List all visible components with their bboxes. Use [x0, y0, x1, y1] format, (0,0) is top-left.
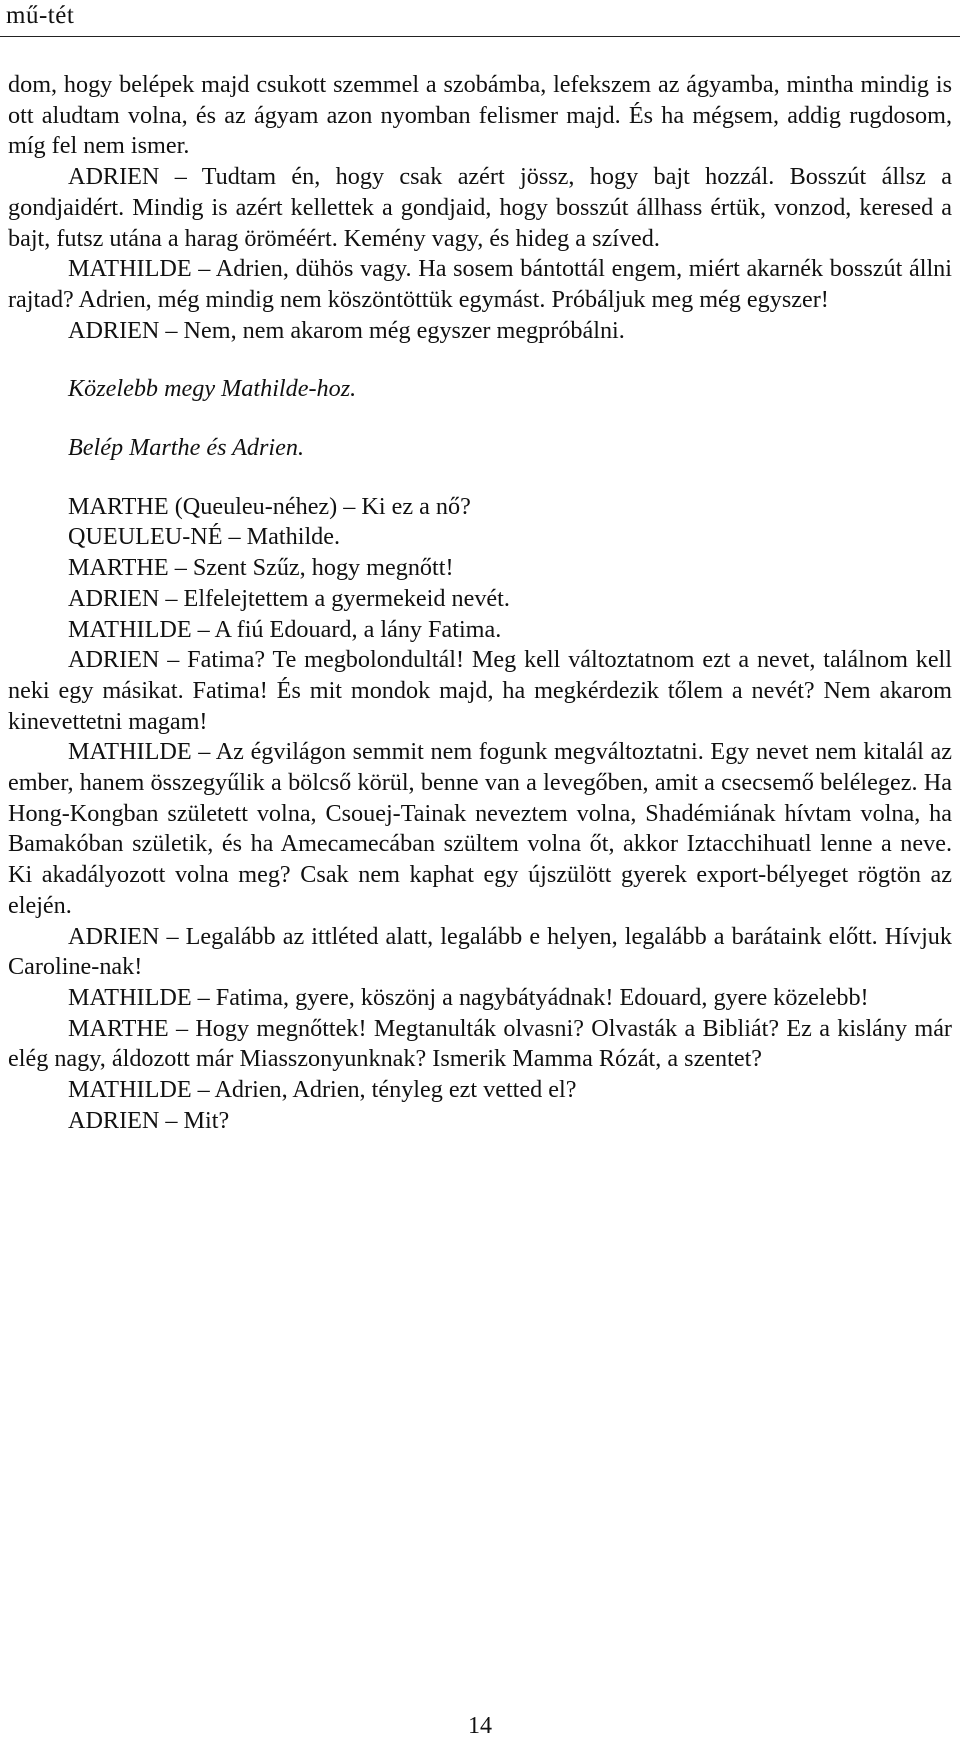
dialogue-line: MATHILDE – Adrien, dühös vagy. Ha sosem bántottál engem, miért akarnék bosszút állni rajtad? Adrien, még mindig nem köszöntöttük egymást. Próbáljuk meg még egyszer!: [8, 255, 952, 313]
spacer: [8, 464, 952, 492]
dialogue-line: ADRIEN – Tudtam én, hogy csak azért jössz, hogy bajt hozzál. Bosszút állsz a gondjaidért. Mindig is azért kellettek a gondjaid, hogy bosszút állhass értük, vonzod, keresed a bajt, futsz utána a harag öröméért. Kemény vagy, és hideg a szíved.: [8, 163, 952, 252]
journal-title: mű-tét: [6, 2, 75, 29]
dialogue-line: ADRIEN – Legalább az ittléted alatt, legalább e helyen, legalább a barátaink előtt. Hívjuk Caroline-nak!: [8, 922, 952, 981]
dialogue-line: QUEULEU-NÉ – Mathilde.: [68, 523, 341, 551]
dialogue-line: MARTHE – Hogy megnőttek! Megtanulták olvasni? Olvasták a Bibliát? Ez a kislány már elég nagy, áldozott már Miasszonyunknak? Ismerik Mamma Rózát, a szentet?: [8, 1014, 952, 1073]
dialogue-line: MATHILDE – Fatima, gyere, köszönj a nagybátyádnak! Edouard, gyere közelebb!: [68, 983, 869, 1011]
dialogue-line: ADRIEN – Nem, nem akarom még egyszer megpróbálni.: [68, 316, 625, 344]
running-header: [0, 0, 960, 37]
dialogue-line: MARTHE – Szent Szűz, hogy megnőtt!: [68, 554, 454, 582]
spacer: [8, 346, 952, 374]
spacer: [8, 405, 952, 433]
dialogue-line: ADRIEN – Elfelejtettem a gyermekeid nevét.: [68, 584, 510, 612]
page-number: 14: [468, 1713, 492, 1739]
dialogue-line: ADRIEN – Fatima? Te megbolondultál! Meg kell változtatnom ezt a nevet, találnom kell neki egy másikat. Fatima! És mit mondok majd, ha megkérdezik tőlem a nevét? Nem akarom kinevettetni magam!: [8, 646, 952, 735]
paragraph: dom, hogy belépek majd csukott szemmel a szobámba, lefekszem az ágyamba, mintha mindig is ott aludtam volna, és az ágyam azon nyomban felismer majd. És ha mégsem, addig rugdosom, míg fel nem ismer.: [8, 71, 952, 160]
dialogue-line: MATHILDE – Az égvilágon semmit nem fogunk megváltoztatni. Egy nevet nem kitalál az ember, hanem összegyűlik a bölcső körül, benne van a levegőben, amit a csecsemő belélegez. Ha Hong-Kongban született volna, Csouej-Tainak neveztem volna, Shadémiának hívtam volna, ha Bamakóban születik, és ha Amecamecában szültem volna őt, akkor Iztacchihuatl lenne a neve. Ki akadályozott volna meg? Csak nem kaphat egy újszülött gyerek export-bélyeget rögtön az elején.: [8, 738, 952, 919]
dialogue-line: MATHILDE – A fiú Edouard, a lány Fatima.: [68, 615, 502, 643]
stage-direction: Közelebb megy Mathilde-hoz.: [68, 375, 357, 403]
dialogue-line: MATHILDE – Adrien, Adrien, tényleg ezt vetted el?: [68, 1076, 577, 1104]
page-body: [8, 70, 952, 1137]
stage-direction: Belép Marthe és Adrien.: [68, 434, 304, 462]
dialogue-line: ADRIEN – Mit?: [68, 1106, 230, 1134]
dialogue-line: MARTHE (Queuleu-néhez) – Ki ez a nő?: [68, 492, 471, 520]
